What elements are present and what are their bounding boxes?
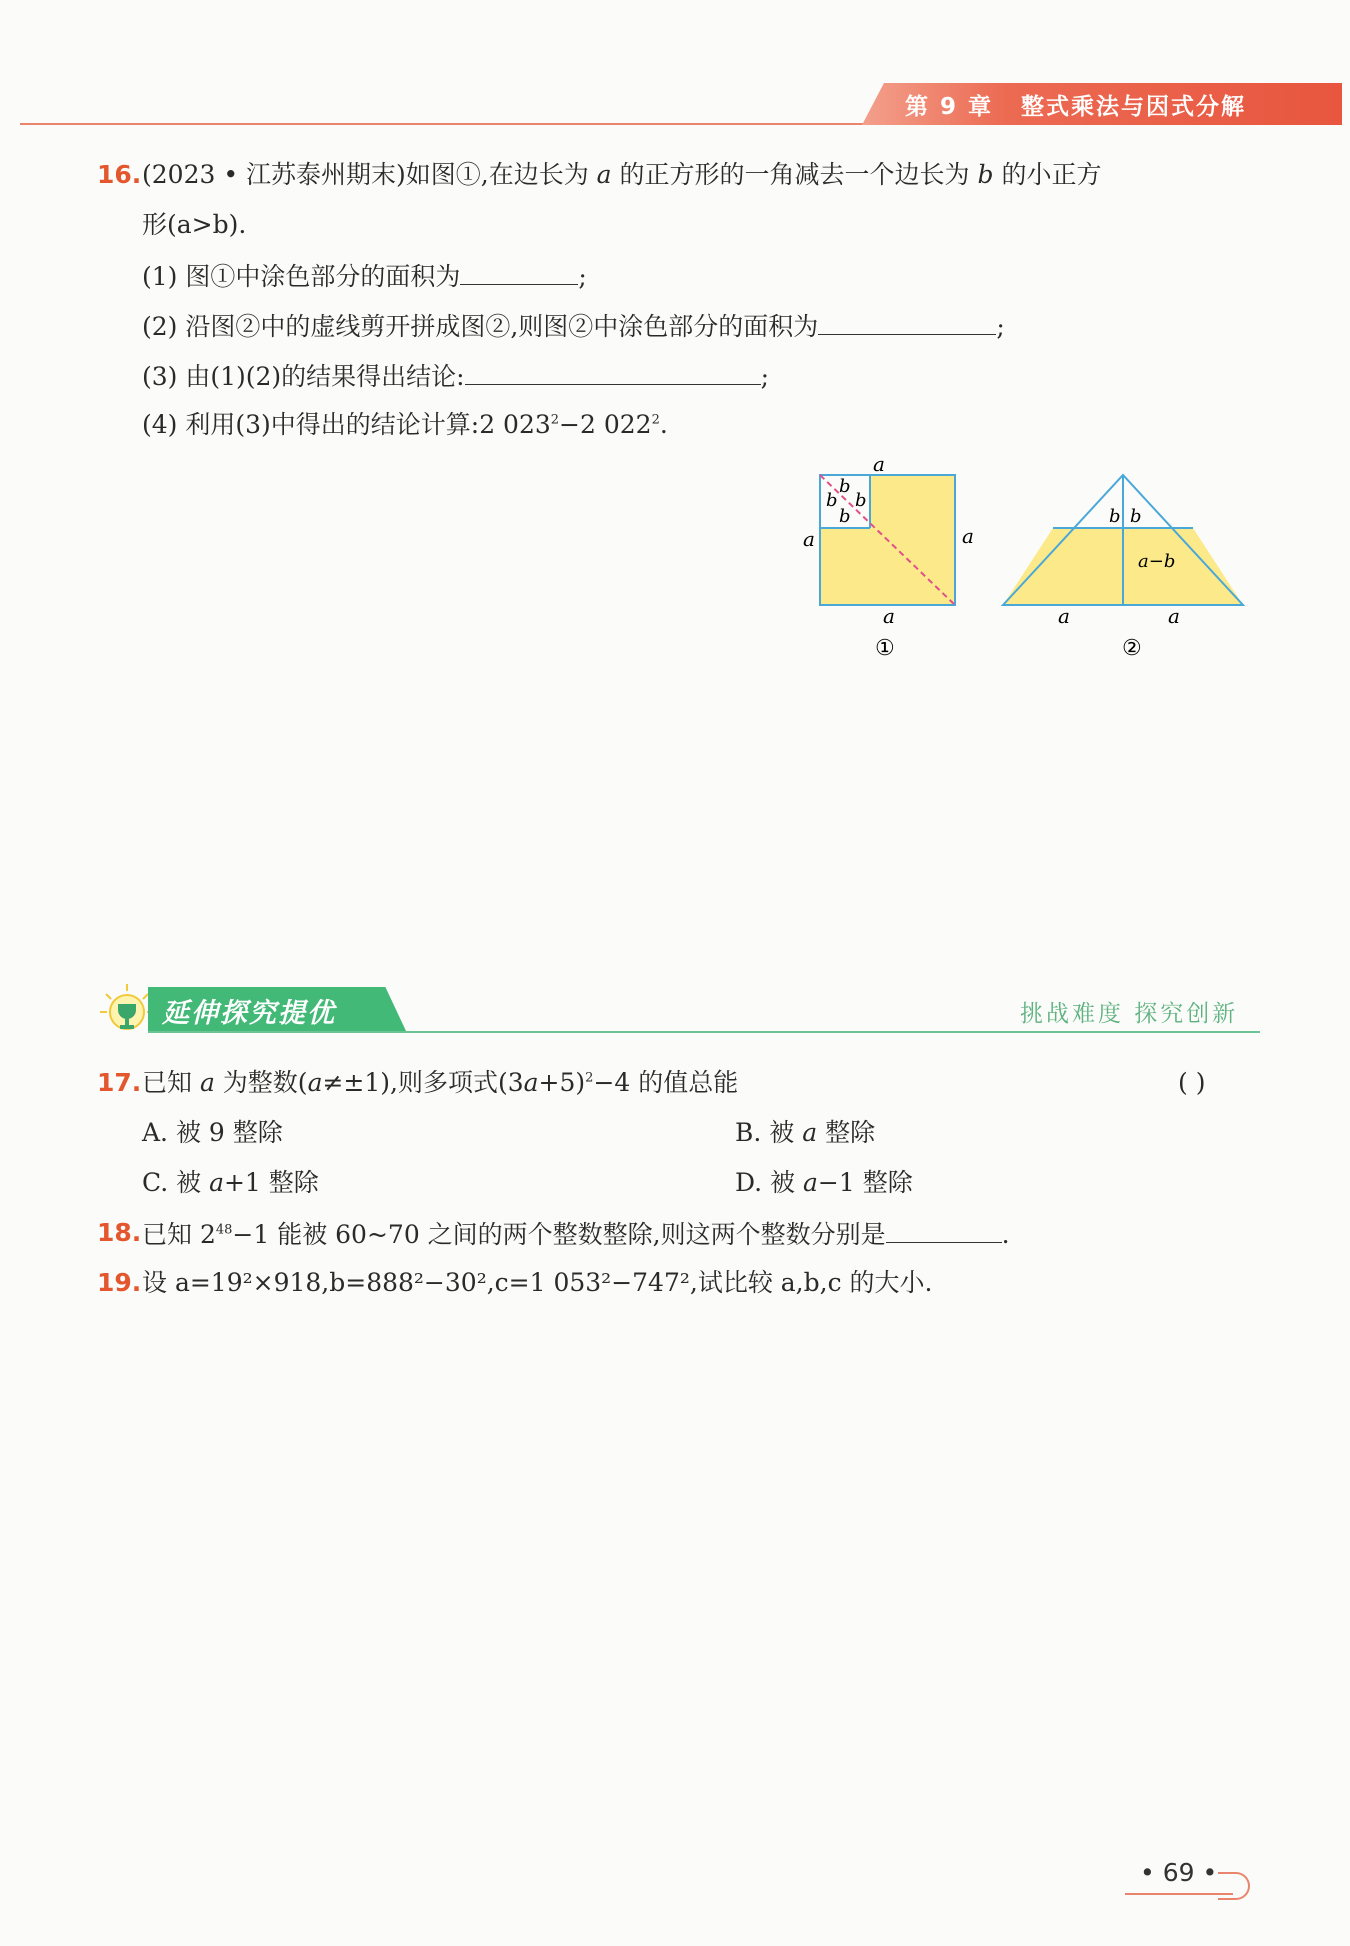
svg-text:a: a bbox=[883, 604, 895, 628]
question-16-part4: (4) 利用(3)中得出的结论计算:2 $023^2-2$ $022^2$. bbox=[142, 410, 668, 439]
svg-text:a: a bbox=[873, 452, 885, 476]
svg-text:a−b: a−b bbox=[1138, 551, 1176, 572]
answer-blank-4[interactable] bbox=[886, 1218, 1002, 1243]
question-18-number: 18. bbox=[97, 1218, 142, 1247]
answer-blank-1[interactable] bbox=[460, 260, 578, 285]
svg-text:b: b bbox=[1109, 506, 1121, 527]
question-16-figures bbox=[790, 450, 1280, 660]
section-subtitle: 挑战难度 探究创新 bbox=[1020, 1001, 1239, 1027]
svg-text:①: ① bbox=[875, 636, 895, 660]
answer-blank-3[interactable] bbox=[465, 360, 761, 385]
page-number-rule bbox=[1125, 1893, 1233, 1895]
question-16-part1: (1) 图①中涂色部分的面积为 ; bbox=[142, 262, 587, 291]
answer-blank-2[interactable] bbox=[818, 310, 996, 335]
section-title: 延伸探究提优 bbox=[162, 998, 336, 1029]
question-19-stem: 设 a=19²×918,b=888²−30²,c=1 053²−747²,试比较 a,b,c 的大小. bbox=[142, 1268, 933, 1297]
question-17-stem: 已知 a 为整数(a≠±1),则多项式$(3a+5)^2-4$ 的值总能 bbox=[142, 1068, 739, 1097]
page-number-ornament bbox=[1218, 1872, 1250, 1900]
option-d[interactable]: D. 被 a−1 整除 bbox=[735, 1168, 913, 1197]
chapter-title: 整式乘法与因式分解 bbox=[1021, 94, 1247, 120]
chapter-number: 第 9 章 bbox=[905, 94, 994, 120]
answer-paren[interactable]: ( ) bbox=[1178, 1068, 1206, 1097]
option-c[interactable]: C. 被 a+1 整除 bbox=[142, 1168, 319, 1197]
question-18-stem: 已知 $2^{48}-1$ 能被 60~70 之间的两个整数整除,则这两个整数分别是 . bbox=[142, 1220, 1010, 1249]
figure-2 bbox=[1003, 475, 1243, 660]
figure-1 bbox=[803, 452, 974, 660]
chapter-heading bbox=[905, 88, 1274, 121]
svg-text:b: b bbox=[826, 490, 838, 511]
question-19-number: 19. bbox=[97, 1268, 142, 1297]
svg-text:a: a bbox=[1058, 604, 1070, 628]
section-rule bbox=[148, 1031, 1260, 1033]
question-16-number: 16. bbox=[97, 160, 142, 189]
svg-text:b: b bbox=[855, 490, 867, 511]
svg-text:a: a bbox=[1168, 604, 1180, 628]
svg-text:a: a bbox=[803, 527, 815, 551]
svg-text:a: a bbox=[962, 524, 974, 548]
option-a[interactable]: A. 被 9 整除 bbox=[142, 1118, 283, 1147]
svg-text:b: b bbox=[1130, 506, 1142, 527]
question-17-number: 17. bbox=[97, 1068, 142, 1097]
page-number: • 69 • bbox=[1140, 1858, 1218, 1887]
question-16-part3: (3) 由(1)(2)的结果得出结论: ; bbox=[142, 362, 770, 391]
svg-text:b: b bbox=[839, 506, 851, 527]
question-16-line1: (2023 • 江苏泰州期末)如图①,在边长为 a 的正方形的一角减去一个边长为 b 的小正方 bbox=[142, 160, 1102, 189]
question-16-line2: 形(a>b). bbox=[142, 210, 247, 239]
option-b[interactable]: B. 被 a 整除 bbox=[735, 1118, 876, 1147]
svg-text:②: ② bbox=[1122, 636, 1142, 660]
svg-text:b: b bbox=[839, 476, 851, 497]
question-16-part2: (2) 沿图②中的虚线剪开拼成图②,则图②中涂色部分的面积为 ; bbox=[142, 312, 1005, 341]
